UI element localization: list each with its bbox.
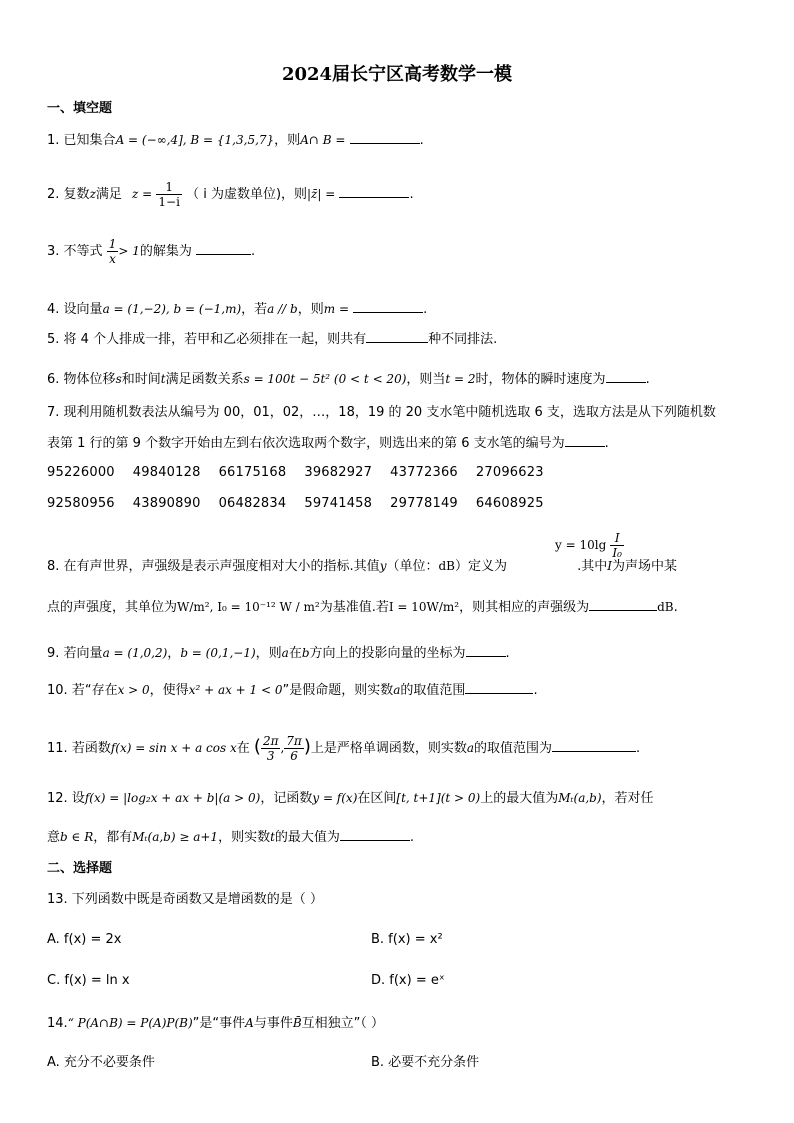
question-8-line-1: 8. 在有声世界，声强级是表示声强度相对大小的指标.其值y（单位：dB）定义为 .其中I为声场中某 — [47, 559, 678, 574]
answer-blank[interactable] — [353, 300, 423, 313]
random-table-row-2: 92580956 43890890 06482834 59741458 29778149 64608925 — [47, 496, 544, 511]
fraction: $\frac{1}{x}$ — [108, 237, 117, 266]
option-a[interactable]: A. f(x) = 2x — [47, 932, 122, 947]
option-b[interactable]: B. 必要不充分条件 — [371, 1055, 480, 1070]
answer-blank[interactable] — [196, 242, 251, 255]
question-7-line-1: 7. 现利用随机数表法从编号为 00，01，02，…，18，19 的 20 支水笔中随机选取 6 支，选取方法是从下列随机数 — [47, 405, 716, 420]
fraction: $\frac{7\pi}{6}$ — [286, 734, 302, 763]
option-c[interactable]: C. f(x) = ln x — [47, 973, 130, 988]
answer-blank[interactable] — [589, 598, 657, 611]
question-1: 1. 已知集合A = (−∞,4], B = {1,3,5,7}，则A∩ B = . — [47, 133, 424, 148]
page-title: 2024届长宁区高考数学一模 — [281, 64, 513, 85]
question-8-formula: y = 10lg $\frac{I}{\text{I₀}}$ — [555, 531, 622, 560]
question-12-line-2: 意b ∈ R，都有Mₜ(a,b) ≥ a+1，则实数t的最大值为 . — [47, 830, 415, 845]
question-13: 13. 下列函数中既是奇函数又是增函数的是（ ） — [47, 892, 323, 907]
answer-blank[interactable] — [606, 370, 646, 383]
question-12-line-1: 12. 设f(x) = |log₂x + ax + b|(a > 0)，记函数y = f(x)在区间[t, t+1](t > 0)上的最大值为Mₜ(a,b)，若对任 — [47, 791, 654, 806]
section-fill-in: 一、填空题 — [47, 101, 113, 116]
fraction: $\frac{2\pi}{3}$ — [262, 734, 279, 763]
answer-blank[interactable] — [466, 644, 506, 657]
question-4: 4. 设向量a = (1,−2), b = (−1,m)，若a // b，则m = . — [47, 302, 428, 317]
fraction: $\frac{I}{\text{I₀}}$ — [612, 531, 622, 560]
answer-blank[interactable] — [339, 185, 409, 198]
question-10: 10. 若“存在x > 0，使得x² + ax + 1 < 0”是假命题，则实数a的取值范围 . — [47, 683, 538, 698]
answer-blank[interactable] — [565, 434, 605, 447]
answer-blank[interactable] — [340, 828, 410, 841]
question-6: 6. 物体位移s和时间t满足函数关系s = 100t − 5t² (0 < t < 20)，则当t = 2时，物体的瞬时速度为 . — [47, 372, 650, 387]
question-9: 9. 若向量a = (1,0,2)，b = (0,1,−1)，则a在b方向上的投影向量的坐标为 . — [47, 646, 510, 661]
question-8-line-2: 点的声强度，其单位为W/m², I₀ = 10⁻¹² W / m²为基准值.若I = 10W/m²，则其相应的声强级为 dB. — [47, 600, 678, 615]
question-7-line-2: 表第 1 行的第 9 个数字开始由左到右依次选取两个数字，则选出来的第 6 支水笔的编号为 . — [47, 436, 609, 451]
answer-blank[interactable] — [552, 739, 636, 752]
answer-blank[interactable] — [465, 681, 533, 694]
option-a[interactable]: A. 充分不必要条件 — [47, 1055, 155, 1070]
option-b[interactable]: B. f(x) = x² — [371, 932, 443, 947]
section-multiple-choice: 二、选择题 — [47, 861, 113, 876]
fraction: $\frac{1}{1-i}$ — [158, 180, 180, 209]
question-14: 14.“ P(A∩B) = P(A)P(B)”是“事件A与事件B̄互相独立”（ ） — [47, 1016, 385, 1031]
question-2: 2. 复数z满足 z = $\frac{1}{1-i}$ （ i 为虚数单位)，则|z̄| = . — [47, 180, 414, 209]
answer-blank[interactable] — [350, 131, 420, 144]
answer-blank[interactable] — [366, 330, 428, 343]
question-3: 3. 不等式 $\frac{1}{x}$ > 1的解集为 . — [47, 237, 256, 266]
option-d[interactable]: D. f(x) = eˣ — [371, 973, 445, 988]
random-table-row-1: 95226000 49840128 66175168 39682927 43772366 27096623 — [47, 465, 544, 480]
question-11: 11. 若函数f(x) = sin x + a cos x在 ( $\frac{2\pi}{3}$ , $\frac{7\pi}{6}$ )上是严格单调函数，则实数a的取值范围为 . — [47, 734, 641, 763]
question-5: 5. 将 4 个人排成一排，若甲和乙必须排在一起，则共有 种不同排法. — [47, 332, 498, 347]
